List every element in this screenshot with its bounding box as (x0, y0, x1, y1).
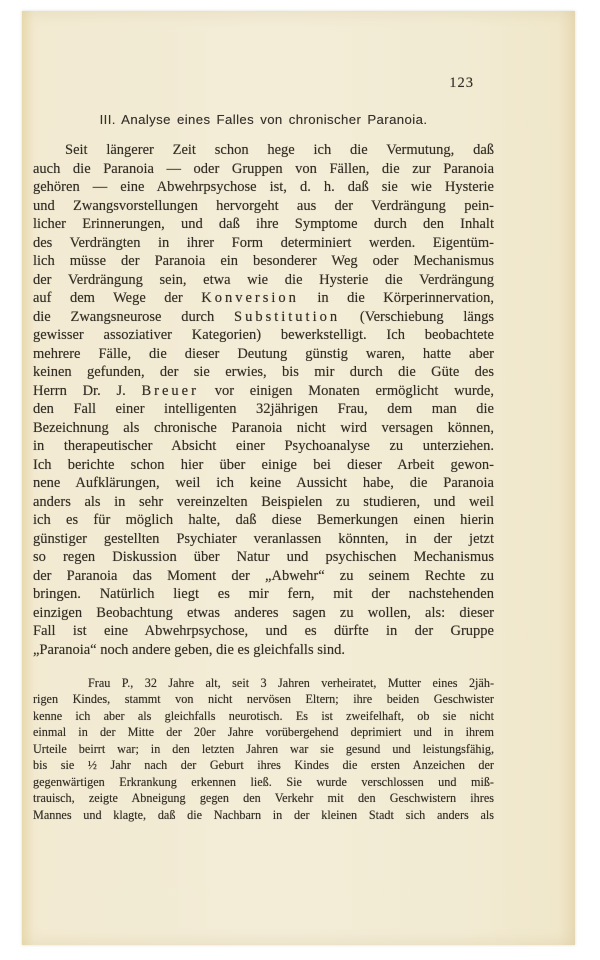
text-line: Fall ist eine Abwehrpsychose, und es dürfte in der Gruppe (33, 623, 494, 639)
text-line: bringen. Natürlich liegt es mir fern, mit der nachstehenden (33, 586, 494, 602)
text-line: kenne ich aber als gleichfalls neurotisch. Es ist zweifelhaft, ob sie nicht (33, 708, 494, 723)
text-line: günstiger gestellten Psychiater veranlassen könnten, in der jetzt (33, 530, 494, 547)
line-segment: (Verschiebung längs (340, 308, 494, 325)
text-line: „Paranoia“ noch andere geben, die es gleichfalls sind. (33, 641, 346, 658)
text-line (33, 382, 494, 401)
text-line: licher Erinnerungen, und daß ihre Symptome durch den Inhalt (33, 216, 494, 232)
page-number: 123 (449, 75, 474, 91)
emphasized-word: Konversion (201, 290, 299, 306)
text-line: mehrere Fälle, die dieser Deutung günstig waren, hatte aber (33, 345, 494, 362)
text-line: Bezeichnung als chronische Paranoia nicht wird versagen können, (33, 419, 494, 436)
text-line: und Zwangsvorstellungen hervorgeht aus der Verdrängung pein- (33, 197, 494, 214)
line-segment: vor einigen Monaten ermöglicht wurde, (198, 382, 494, 399)
text-line: Mannes und klagte, daß die Nachbarn in der kleinen Stadt sich anders als (33, 807, 494, 822)
text-line: einmal in der Mitte der 20er Jahre vorübergehend deprimiert und in ihrem (33, 725, 494, 740)
text-line: so regen Diskussion über Natur und psychischen Mechanismus (33, 549, 494, 565)
text-line: keinen gefunden, der sie erwies, bis mir durch die Güte des (33, 364, 494, 380)
book-page (22, 11, 575, 945)
page-content (33, 11, 494, 945)
text-line: bis sie ½ Jahr nach der Geburt ihres Kindes die ersten Anzeichen der (33, 758, 494, 773)
text-line (33, 289, 494, 308)
text-line: rigen Kindes, stammt von nicht nervösen Eltern; ihre beiden Geschwister (33, 692, 494, 707)
text-line: gegenwärtigen Erkrankung erkennen ließ. Sie wurde verschlossen und miß- (33, 774, 494, 789)
text-line: Urteile beirrt war; in den letzten Jahren war sie gesund und leistungsfähig, (33, 741, 494, 756)
text-line: Seit längerer Zeit schon hege ich die Vermutung, daß (65, 142, 494, 158)
petit-paragraph (33, 675, 494, 823)
text-line (33, 308, 494, 327)
line-segment: Herrn Dr. J. (33, 382, 142, 399)
emphasized-word: Breuer (141, 382, 199, 399)
text-line: des Verdrängten in ihrer Form determiniert werden. Eigentüm- (33, 234, 494, 251)
text-line: gehören — eine Abwehrpsychose ist, d. h. daß sie wie Hysterie (33, 179, 494, 195)
text-line: Frau P., 32 Jahre alt, seit 3 Jahren verheiratet, Mutter eines 2jäh- (88, 676, 494, 690)
main-paragraph (33, 141, 494, 659)
chapter-heading: III. Analyse eines Falles von chronischer Paranoia. (99, 112, 428, 127)
text-line: ich es für möglich halte, daß diese Bemerkungen einen hierin (33, 512, 494, 528)
text-line: einzigen Beobachtung etwas anderes sagen zu wollen, als: dieser (33, 604, 494, 621)
emphasized-word: Substitution (234, 308, 341, 325)
text-line: in therapeutischer Absicht einer Psychoanalyse zu unterziehen. (33, 438, 494, 454)
text-line: anders als in sehr vereinzelten Beispielen zu studieren, und weil (33, 493, 494, 510)
text-line: nene Aufklärungen, weil ich keine Aussicht habe, die Paranoia (33, 475, 494, 491)
text-line: auch die Paranoia — oder Gruppen von Fällen, die zur Paranoia (33, 160, 494, 177)
text-line: den Fall einer intelligenten 32jährigen Frau, dem man die (33, 401, 494, 417)
text-line: der Paranoia das Moment der „Abwehr“ zu seinem Rechte zu (33, 567, 494, 584)
text-line: gewisser assoziativer Kategorien) bewerkstelligt. Ich beobachtete (33, 327, 494, 343)
text-line: Ich berichte schon hier über einige bei dieser Arbeit gewon- (33, 456, 494, 473)
text-line: der Verdrängung sein, etwa wie die Hysterie die Verdrängung (33, 271, 494, 288)
line-segment: in die Körperinnervation, (298, 290, 494, 306)
line-segment: auf dem Wege der (33, 290, 202, 306)
text-line: lich müsse der Paranoia ein besonderer Weg oder Mechanismus (33, 253, 494, 269)
text-line: trauisch, zeigte Abneigung gegen den Verkehr mit den Geschwistern ihres (33, 791, 494, 806)
line-segment: die Zwangsneurose durch (33, 308, 235, 325)
